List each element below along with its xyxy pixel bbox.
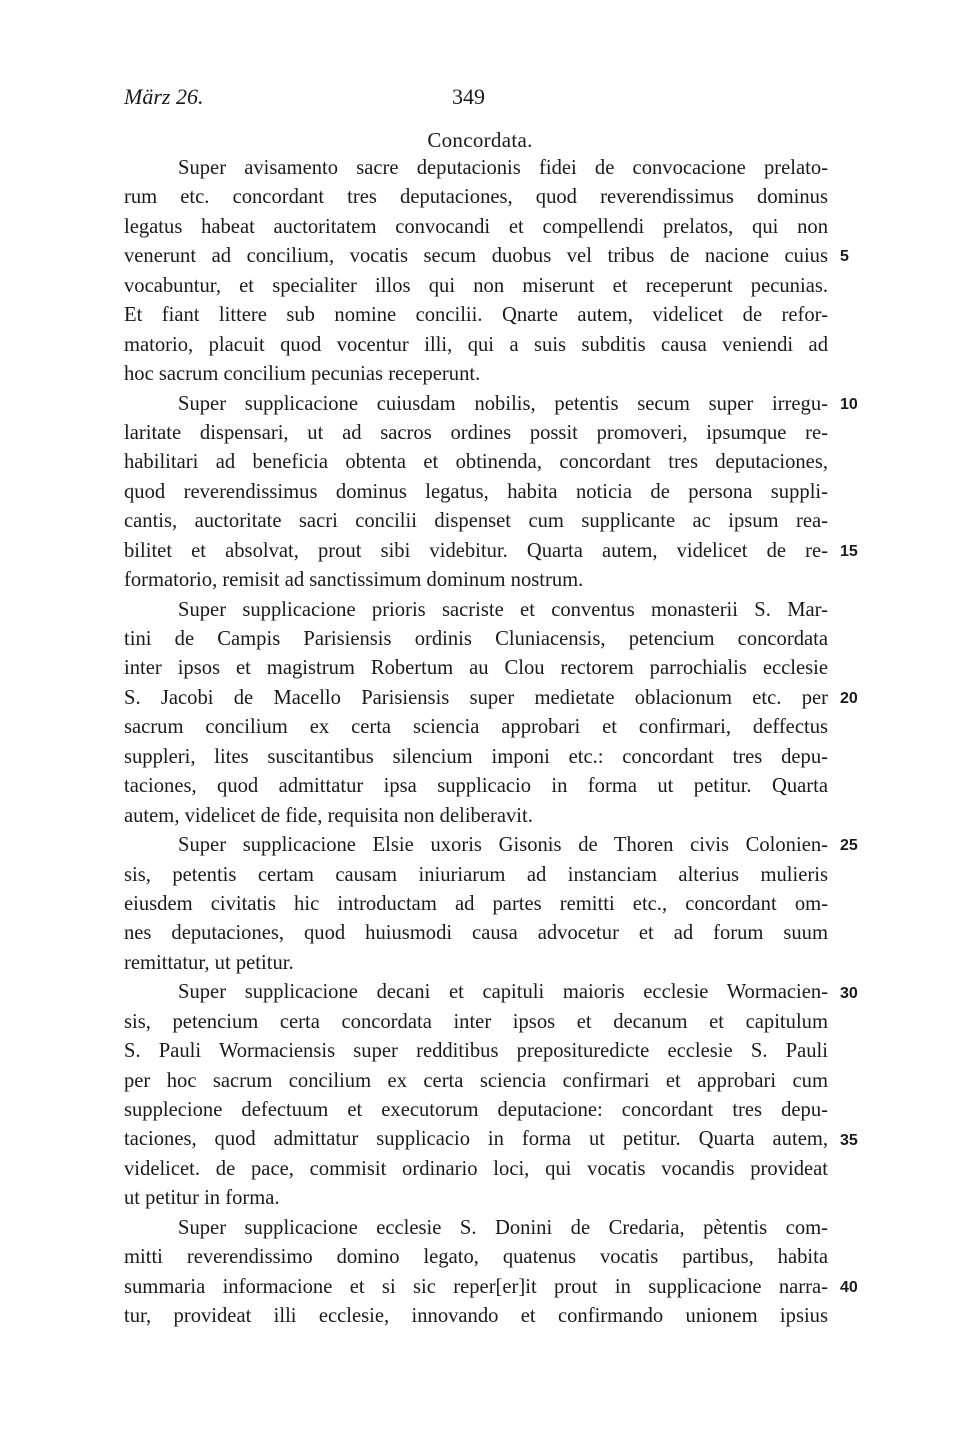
margin-line-number: 5 (840, 248, 849, 266)
text-line: Super supplicacione ecclesie S. Donini de Credaria, pètentis com- (178, 1216, 828, 1239)
text-line: mitti reverendissimo domino legato, quatenus vocatis partibus, habita (124, 1246, 828, 1269)
text-line: bilitet et absolvat, prout sibi videbitur. Quarta autem, videlicet de re- (124, 539, 828, 562)
text-line: sis, petentis certam causam iniuriarum ad instanciam alterius mulieris (124, 863, 828, 886)
text-line: Super supplicacione cuiusdam nobilis, petentis secum super irregu- (178, 392, 828, 415)
text-line: tur, provideat illi ecclesie, innovando et confirmando unionem ipsius (124, 1305, 828, 1328)
text-line: ut petitur in forma. (124, 1187, 280, 1210)
text-line: Super supplicacione prioris sacriste et conventus monasterii S. Mar- (178, 598, 828, 621)
text-line: matorio, placuit quod vocentur illi, qui a suis subditis causa veniendi ad (124, 333, 828, 356)
text-line: Super avisamento sacre deputacionis fidei de convocacione prelato- (178, 157, 828, 179)
text-line: sis, petencium certa concordata inter ipsos et decanum et capitulum (124, 1010, 828, 1033)
text-line: suppleri, lites suscitantibus silencium imponi etc.: concordant tres depu- (124, 745, 828, 768)
text-line: habilitari ad beneficia obtenta et obtinenda, concordant tres deputaciones, (124, 451, 828, 474)
running-title: März 26. (124, 84, 204, 109)
text-line: autem, videlicet de fide, requisita non deliberavit. (124, 804, 533, 827)
text-line: taciones, quod admittatur ipsa supplicacio in forma ut petitur. Quarta (124, 775, 828, 798)
text-line: videlicet. de pace, commisit ordinario loci, qui vocatis vocandis provideat (124, 1157, 828, 1180)
margin-line-number: 25 (840, 837, 858, 855)
margin-line-number: 15 (840, 542, 858, 560)
text-line: quod reverendissimus dominus legatus, habita noticia de persona suppli- (124, 480, 828, 503)
text-line: vocabuntur, et specialiter illos qui non miserunt et receperunt pecunias. (124, 274, 828, 297)
text-line: sacrum concilium ex certa sciencia approbari et confirmari, deffectus (124, 716, 828, 739)
text-line: summaria informacione et si sic reper[er]it prout in supplicacione narra- (124, 1275, 828, 1298)
text-line: venerunt ad concilium, vocatis secum duobus vel tribus de nacione cuius (124, 245, 828, 268)
text-line: S. Jacobi de Macello Parisiensis super medietate oblacionum etc. per (124, 686, 828, 709)
text-line: taciones, quod admittatur supplicacio in forma ut petitur. Quarta autem, (124, 1128, 828, 1151)
text-line: inter ipsos et magistrum Robertum au Clou rectorem parrochialis ecclesie (124, 657, 828, 680)
text-line: remittatur, ut petitur. (124, 951, 294, 974)
text-line: S. Pauli Wormaciensis super redditibus preposituredicte ecclesie S. Pauli (124, 1040, 828, 1063)
margin-line-number: 20 (840, 690, 858, 708)
margin-line-number: 10 (840, 395, 858, 413)
text-line: hoc sacrum concilium pecunias receperunt. (124, 363, 481, 386)
page-number: 349 (452, 84, 485, 109)
text-line: nes deputaciones, quod huiusmodi causa advocetur et ad forum suum (124, 922, 828, 945)
margin-line-number: 35 (840, 1131, 858, 1149)
margin-line-number: 40 (840, 1279, 858, 1297)
text-line: laritate dispensari, ut ad sacros ordines possit promoveri, ipsumque re- (124, 421, 828, 444)
text-line: Super supplicacione decani et capituli maioris ecclesie Wormacien- (178, 981, 828, 1004)
text-line: Et fiant littere sub nomine concilii. Qnarte autem, videlicet de refor- (124, 304, 828, 327)
section-heading: Concordata. (427, 128, 533, 152)
text-line: eiusdem civitatis hic introductam ad partes remitti etc., concordant om- (124, 892, 828, 915)
text-line: per hoc sacrum concilium ex certa sciencia confirmari et approbari cum (124, 1069, 828, 1092)
text-line: formatorio, remisit ad sanctissimum dominum nostrum. (124, 569, 584, 592)
text-line: tini de Campis Parisiensis ordinis Cluniacensis, petencium concordata (124, 628, 828, 650)
body-text (124, 154, 828, 1332)
text-line: cantis, auctoritate sacri concilii dispenset cum supplicante ac ipsum rea- (124, 510, 828, 533)
text-line: legatus habeat auctoritatem convocandi et compellendi prelatos, qui non (124, 215, 828, 238)
text-line: Super supplicacione Elsie uxoris Gisonis de Thoren civis Colonien- (178, 834, 828, 857)
margin-line-number: 30 (840, 984, 858, 1002)
text-line: supplecione defectuum et executorum deputacione: concordant tres depu- (124, 1099, 828, 1121)
text-line: rum etc. concordant tres deputaciones, quod reverendissimus dominus (124, 186, 828, 209)
